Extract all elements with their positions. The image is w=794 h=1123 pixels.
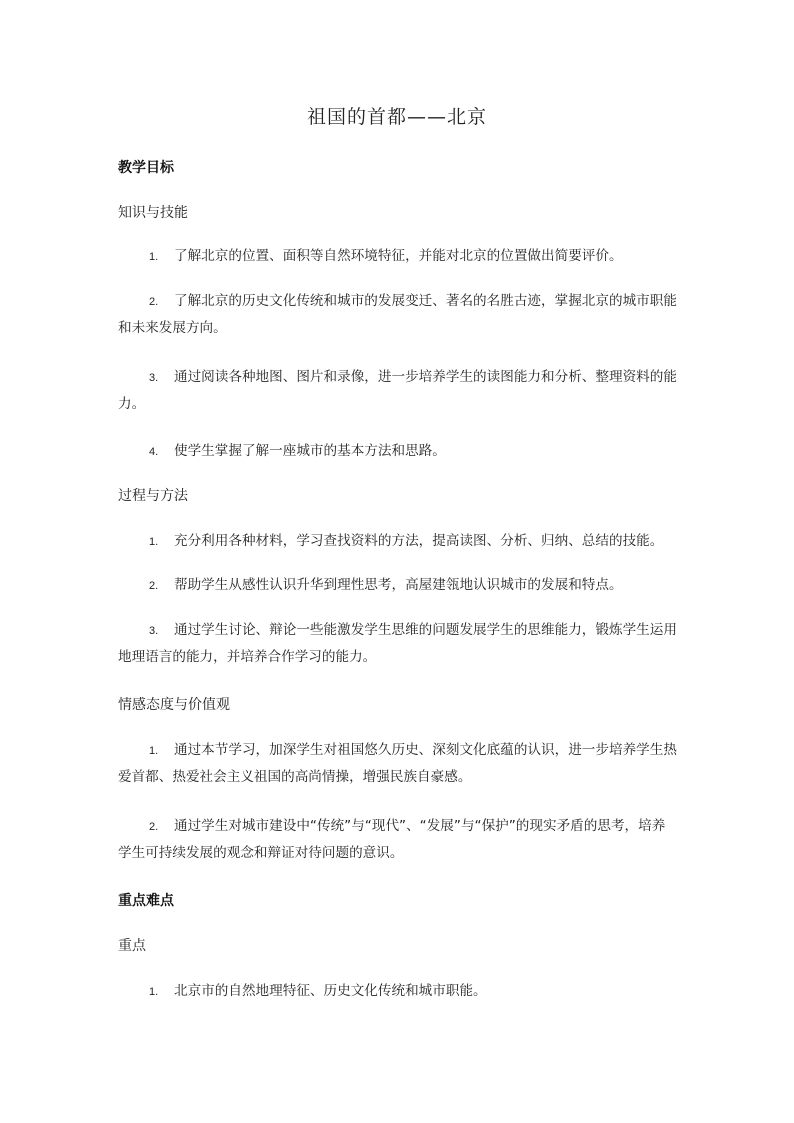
list-item-text: 充分利用各种材料，学习查找资料的方法，提高读图、分析、归纳、总结的技能。 [174, 533, 664, 549]
subheading-process: 过程与方法 [118, 488, 188, 504]
list-item [118, 978, 678, 1005]
list-item-text: 通过学生对城市建设中“传统”与“现代”、“发展”与“保护”的现实矛盾的思考，培养学生可持续发展的观念和辩证对待问题的意识。 [118, 818, 666, 861]
list-item-text: 通过学生讨论、辩论一些能激发学生思维的问题发展学生的思维能力，锻炼学生运用地理语言的能力，并培养合作学习的能力。 [118, 622, 677, 665]
list-item [118, 737, 678, 790]
list-item-number: 1. [149, 251, 159, 263]
list-item [118, 438, 678, 465]
section-heading-key-points: 重点难点 [118, 893, 174, 909]
list-item-number: 2. [149, 296, 159, 308]
subheading-knowledge: 知识与技能 [118, 205, 188, 221]
list-item-number: 3. [149, 625, 159, 637]
list-item-number: 3. [149, 372, 159, 384]
list-item [118, 288, 678, 341]
list-item-number: 4. [149, 446, 159, 458]
subheading-emotion: 情感态度与价值观 [118, 697, 230, 713]
list-item-number: 1. [149, 986, 159, 998]
list-item-text: 了解北京的位置、面积等自然环境特征，并能对北京的位置做出简要评价。 [174, 248, 623, 264]
list-item-text: 通过阅读各种地图、图片和录像，进一步培养学生的读图能力和分析、整理资料的能力。 [118, 369, 677, 412]
list-item-number: 1. [149, 536, 159, 548]
list-item [118, 243, 678, 270]
list-item [118, 813, 678, 866]
list-item-text: 北京市的自然地理特征、历史文化传统和城市职能。 [174, 983, 487, 999]
list-item [118, 617, 678, 670]
list-item-text: 帮助学生从感性认识升华到理性思考，高屋建瓴地认识城市的发展和特点。 [174, 577, 623, 593]
list-item [118, 528, 678, 555]
list-item-number: 2. [149, 821, 159, 833]
list-item-number: 1. [149, 745, 159, 757]
list-item-text: 了解北京的历史文化传统和城市的发展变迁、著名的名胜古迹，掌握北京的城市职能和未来发展方向。 [118, 293, 677, 336]
list-item [118, 572, 678, 599]
list-item-number: 2. [149, 580, 159, 592]
list-item-text: 通过本节学习，加深学生对祖国悠久历史、深刻文化底蕴的认识，进一步培养学生热爱首都、热爱社会主义祖国的高尚情操，增强民族自豪感。 [118, 742, 677, 785]
page-title: 祖国的首都——北京 [306, 106, 487, 128]
list-item-text: 使学生掌握了解一座城市的基本方法和思路。 [174, 443, 446, 459]
subheading-focus: 重点 [118, 938, 146, 954]
list-item [118, 364, 678, 417]
section-heading-goals: 教学目标 [118, 160, 174, 176]
